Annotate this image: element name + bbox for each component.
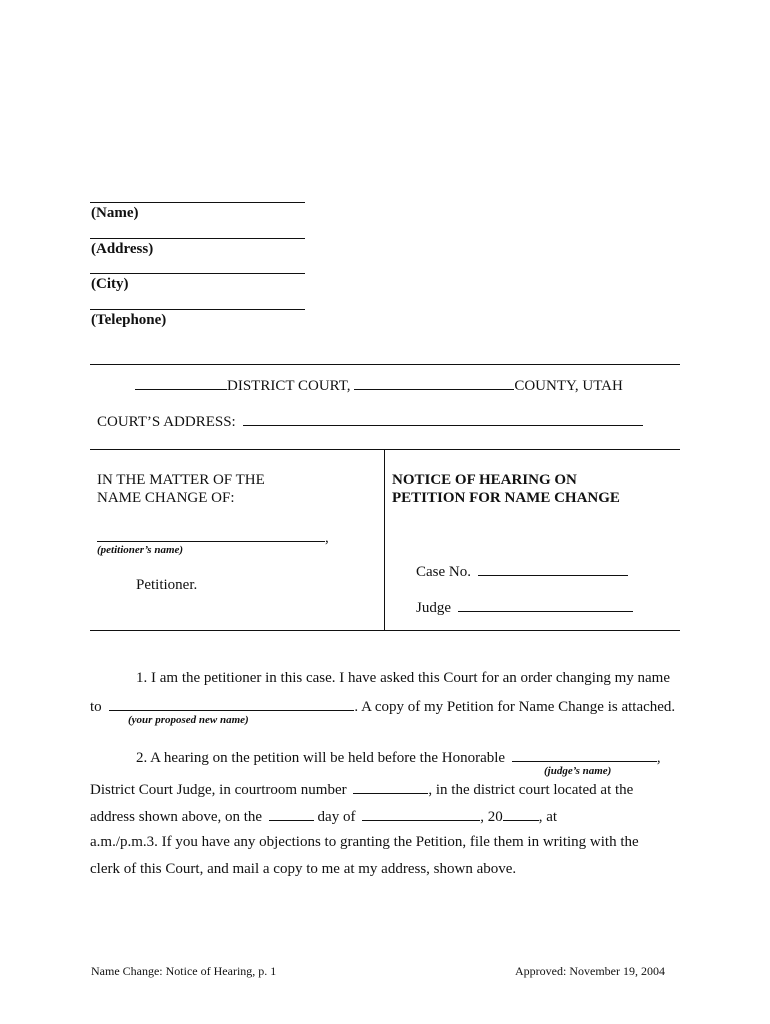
footer-right: Approved: November 19, 2004 bbox=[515, 964, 665, 978]
footer-left: Name Change: Notice of Hearing, p. 1 bbox=[91, 964, 277, 978]
document-title-line-2: PETITION FOR NAME CHANGE bbox=[392, 490, 620, 506]
city-line[interactable] bbox=[90, 273, 305, 274]
petitioner-label: Petitioner. bbox=[136, 577, 198, 593]
district-blank[interactable] bbox=[135, 375, 227, 390]
hearing-year-blank[interactable] bbox=[503, 806, 539, 821]
county-text: COUNTY, UTAH bbox=[514, 378, 623, 394]
para2-line-2-b: , in the district court located at the bbox=[428, 782, 634, 798]
para2-line-2 bbox=[90, 779, 633, 799]
para2-line-3-b: day of bbox=[317, 809, 356, 825]
city-label: (City) bbox=[91, 276, 129, 292]
judge-blank[interactable] bbox=[458, 597, 633, 612]
address-label: (Address) bbox=[91, 241, 154, 257]
judge-label: Judge bbox=[416, 600, 451, 616]
para2-line-1 bbox=[136, 747, 661, 767]
telephone-line[interactable] bbox=[90, 309, 305, 310]
court-address-label: COURT’S ADDRESS: bbox=[97, 414, 236, 430]
matter-line-1: IN THE MATTER OF THE bbox=[97, 472, 265, 488]
document-title-line-1: NOTICE OF HEARING ON bbox=[392, 472, 577, 488]
para2-line-5: clerk of this Court, and mail a copy to me at my address, shown above. bbox=[90, 861, 517, 877]
para2-line-3 bbox=[90, 806, 557, 826]
petitioner-name-comma: , bbox=[325, 530, 329, 546]
para1-to: to bbox=[90, 699, 102, 715]
para2-line-1-text: 2. A hearing on the petition will be held before the Honorable bbox=[136, 750, 506, 766]
proposed-name-caption: (your proposed new name) bbox=[128, 714, 249, 726]
address-line[interactable] bbox=[90, 238, 305, 239]
court-address-line bbox=[97, 411, 643, 431]
court-header-top-rule bbox=[90, 364, 680, 365]
case-number-line bbox=[416, 561, 628, 581]
judge-line bbox=[416, 597, 633, 617]
case-number-blank[interactable] bbox=[478, 561, 628, 576]
name-label: (Name) bbox=[91, 205, 139, 221]
para2-line-3-a: address shown above, on the bbox=[90, 809, 263, 825]
court-line bbox=[135, 375, 623, 395]
case-number-label: Case No. bbox=[416, 564, 471, 580]
judge-name-blank[interactable] bbox=[512, 747, 657, 762]
para2-line-2-a: District Court Judge, in courtroom number bbox=[90, 782, 347, 798]
court-address-blank[interactable] bbox=[243, 411, 643, 426]
judges-name-caption: (judge’s name) bbox=[544, 765, 612, 777]
district-court-text: DISTRICT COURT, bbox=[227, 378, 351, 394]
para1-line-2 bbox=[90, 696, 675, 716]
proposed-name-blank[interactable] bbox=[109, 696, 354, 711]
caption-top-rule bbox=[90, 449, 680, 450]
county-blank[interactable] bbox=[354, 375, 514, 390]
matter-line-2: NAME CHANGE OF: bbox=[97, 490, 235, 506]
telephone-label: (Telephone) bbox=[91, 312, 167, 328]
hearing-day-blank[interactable] bbox=[269, 806, 314, 821]
hearing-month-blank[interactable] bbox=[362, 806, 480, 821]
name-line[interactable] bbox=[90, 202, 305, 203]
petitioner-name-caption: (petitioner’s name) bbox=[97, 544, 184, 556]
para2-line-3-c: , 20 bbox=[480, 809, 503, 825]
para1-line-1: 1. I am the petitioner in this case. I have asked this Court for an order changing my name bbox=[136, 670, 671, 686]
para2-comma: , bbox=[656, 750, 661, 766]
courtroom-number-blank[interactable] bbox=[353, 779, 428, 794]
caption-divider bbox=[384, 449, 385, 631]
caption-bottom-rule bbox=[90, 630, 680, 631]
para2-line-4: a.m./p.m.3. If you have any objections to granting the Petition, file them in writing with the bbox=[90, 834, 639, 850]
para2-line-3-d: , at bbox=[538, 809, 558, 825]
para1-rest: . A copy of my Petition for Name Change is attached. bbox=[354, 699, 676, 715]
petitioner-name-blank[interactable] bbox=[97, 527, 325, 542]
